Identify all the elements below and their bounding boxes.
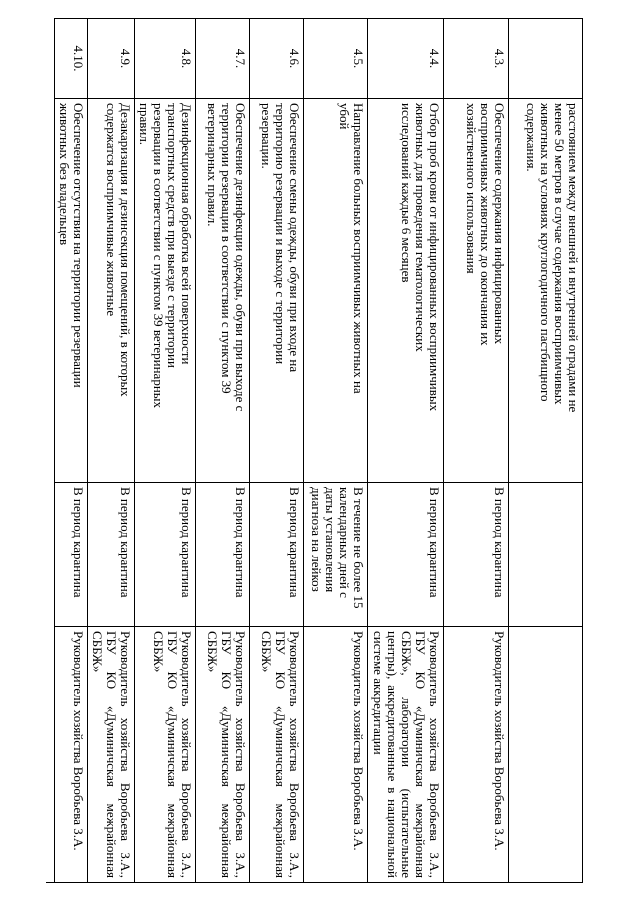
term-cell: В период карантина (368, 483, 444, 627)
text-line: содержания. (524, 103, 539, 172)
text-line: животных без владельцев (57, 103, 72, 246)
text-line: Обеспечение дезинфекции одежды, обуви при выходе с (233, 103, 248, 412)
row-number: 4.5. (304, 19, 368, 99)
text-line: правил. (137, 103, 152, 146)
text-line: Дезинфекционная обработка всей поверхности (179, 103, 194, 365)
table-row (444, 19, 509, 883)
term-cell: В период карантина (444, 483, 509, 627)
text-line: расстоянием между внешней и внутренней оградами не (566, 103, 581, 413)
text-line: ветеринарных правил. (205, 103, 220, 227)
text-line: Направление больных восприимчивых животных на (351, 103, 366, 394)
measure-text (250, 99, 304, 483)
text-line: территорию резервации и выходе с территории (273, 103, 288, 365)
table-row (135, 19, 196, 883)
text-line: Обеспечение отсутствия на территории резервации (71, 103, 86, 388)
measure-text (196, 99, 250, 483)
text-line: убой (337, 103, 352, 130)
text-line: Обеспечение смены одежды, обуви при входе на (287, 103, 302, 373)
responsible-cell: Руководитель хозяйства Воробьева З.А. (304, 627, 368, 883)
text-line: содержатся восприимчивые животные (104, 103, 119, 317)
measure-text (444, 99, 509, 483)
responsible-cell: Руководитель хозяйства Воробьева З.А., ГБУ КО «Думиничская межрайонная СББЖ» (196, 627, 250, 883)
footnote-separator (46, 882, 84, 883)
row-number: 4.7. (196, 19, 250, 99)
text-line: менее 50 метров в случае содержания восприимчивых (552, 103, 567, 405)
term-cell: В период карантина (250, 483, 304, 627)
text-line: Обеспечение содержания инфицированных (492, 103, 507, 345)
table-row (88, 19, 135, 883)
rotated-table-container (57, 18, 583, 882)
measures-table (54, 18, 583, 883)
row-number: 4.4. (368, 19, 444, 99)
term-cell (509, 483, 583, 627)
measure-text (55, 99, 88, 483)
table-row (55, 19, 88, 883)
text-line: восприимчивых животных до окончания их (478, 103, 493, 346)
text-line: транспортных средств при выезде с территории (165, 103, 180, 368)
measure-text (135, 99, 196, 483)
text-line: животных на условиях круглогодичного пастбищного (538, 103, 553, 402)
responsible-cell: Руководитель хозяйства Воробьева З.А., ГБУ КО «Думиничская межрайонная СББЖ» (250, 627, 304, 883)
term-cell: В течение не более 15 календарных дней с даты установления диагноза на лейкоз (304, 483, 368, 627)
term-cell: В период карантина (135, 483, 196, 627)
term-cell: В период карантина (88, 483, 135, 627)
measure-text (368, 99, 444, 483)
table-row (368, 19, 444, 883)
text-line: территории резервации в соответствии с пунктом 39 (219, 103, 234, 394)
responsible-cell: Руководитель хозяйства Воробьева З.А., ГБУ КО «Думиничская межрайонная СББЖ» (135, 627, 196, 883)
row-number: 4.6. (250, 19, 304, 99)
text-line: животных для проведения гематологических (413, 103, 428, 352)
term-cell: В период карантина (196, 483, 250, 627)
measure-text (509, 99, 583, 483)
row-number: 4.3. (444, 19, 509, 99)
table-row (304, 19, 368, 883)
responsible-cell: Руководитель хозяйства Воробьева З.А. (444, 627, 509, 883)
text-line: Отбор проб крови от инфицированных восприимчивых (427, 103, 442, 412)
row-number: 4.8. (135, 19, 196, 99)
table-row (196, 19, 250, 883)
row-number: 4.9. (88, 19, 135, 99)
responsible-cell (509, 627, 583, 883)
text-line: Дезакаризация и дезинсекция помещений, в которых (118, 103, 133, 397)
responsible-cell: Руководитель хозяйства Воробьева З.А., ГБУ КО «Думиничская межрайонная СББЖ» (88, 627, 135, 883)
measure-text (88, 99, 135, 483)
text-line: хозяйственного использования (464, 103, 479, 274)
text-line: резервации. (259, 103, 274, 169)
table-row (509, 19, 583, 883)
table-row (250, 19, 304, 883)
text-line: резервации в соответствии с пунктом 39 ветеринарных (151, 103, 166, 409)
row-number: 4.10. (55, 19, 88, 99)
responsible-cell: Руководитель хозяйства Воробьева З.А. (55, 627, 88, 883)
measure-text (304, 99, 368, 483)
row-number (509, 19, 583, 99)
responsible-cell: Руководитель хозяйства Воробьева З.А., ГБУ КО «Думиничская межрайонная СББЖ», лаборатории (испытательные центры), аккредитованные в национальной системе аккредитации (368, 627, 444, 883)
term-cell: В период карантина (55, 483, 88, 627)
text-line: исследований каждые 6 месяцев (399, 103, 414, 283)
